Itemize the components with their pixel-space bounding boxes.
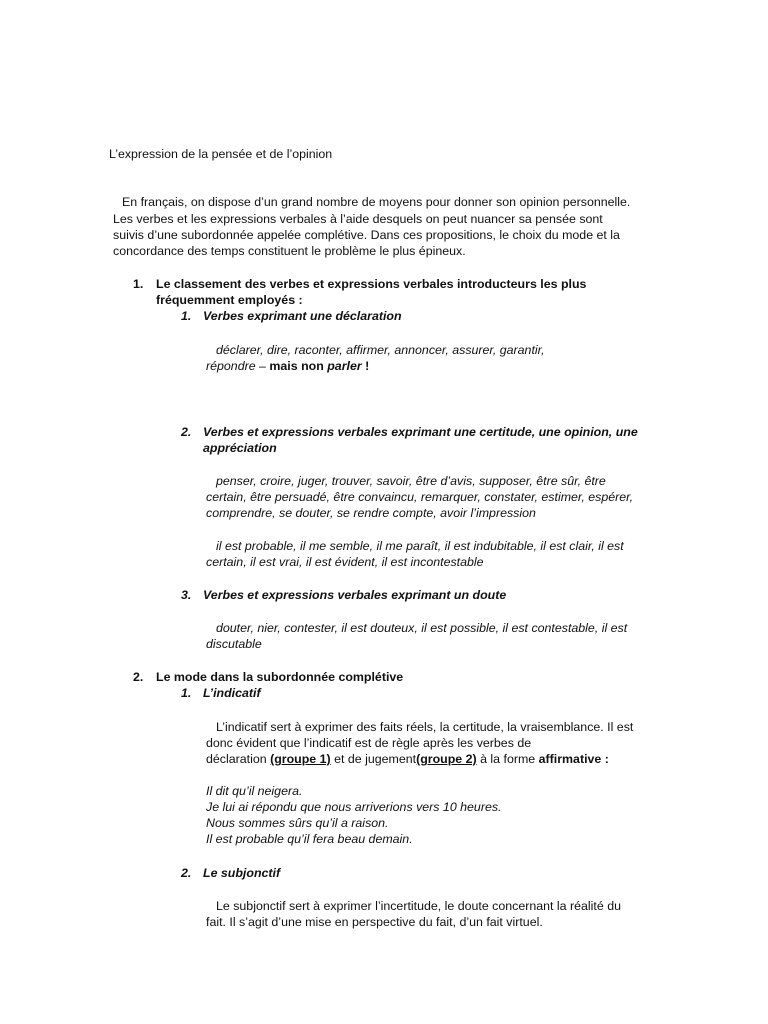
subsection-2-1-title: L’indicatif — [203, 686, 261, 700]
subsection-2-2-title: Le subjonctif — [203, 866, 281, 880]
section-1-title-line-1: Le classement des verbes et expressions verbales introducteurs les plus — [156, 277, 587, 291]
subsection-1-2-number: 2. — [181, 425, 192, 439]
jugement-word: et de jugement — [330, 752, 417, 766]
groupe-2-label: (groupe 2) — [416, 752, 477, 766]
exclamation: ! — [361, 359, 370, 373]
subsection-1-1-number: 1. — [181, 309, 192, 323]
subjonctif-line-2: fait. Il s’agit d’une mise en perspective du fait, d’un fait virtuel. — [206, 915, 543, 929]
a-la-forme: à la forme — [476, 752, 539, 766]
subjonctif-line-1: Le subjonctif sert à exprimer l’incertitude, le doute concernant la réalité du — [216, 899, 621, 913]
certainty-verbs-line-3: comprendre, se douter, se rendre compte, avoir l’impression — [206, 506, 536, 520]
subsection-1-3-number: 3. — [181, 588, 192, 602]
groupe-1-label: (groupe 1) — [270, 752, 331, 766]
indicatif-line-3 — [206, 751, 609, 767]
example-2: Je lui ai répondu que nous arriverions vers 10 heures. — [206, 800, 502, 814]
intro-line-4: concordance des temps constituent le problème le plus épineux. — [113, 244, 466, 258]
section-2-number: 2. — [133, 670, 144, 684]
intro-line-1: En français, on dispose d’un grand nombre de moyens pour donner son opinion personnelle. — [122, 195, 631, 209]
subsection-1-3-title: Verbes et expressions verbales exprimant un doute — [203, 588, 507, 602]
indicatif-line-2: donc évident que l’indicatif est de règle après les verbes de — [206, 736, 532, 750]
subsection-1-2-title-line-2: appréciation — [203, 441, 277, 455]
declaration-verbs-line-1: déclarer, dire, raconter, affirmer, annoncer, assurer, garantir, — [216, 343, 545, 357]
verb-repondre: répondre — [206, 359, 256, 373]
mais-non: mais non — [269, 359, 328, 373]
doubt-verbs-line-1: douter, nier, contester, il est douteux, il est possible, il est contestable, il est — [216, 621, 628, 635]
certainty-expressions-line-2: certain, il est vrai, il est évident, il est incontestable — [206, 555, 484, 569]
section-1-number: 1. — [133, 277, 144, 291]
example-3: Nous sommes sûrs qu’il a raison. — [206, 816, 389, 830]
subsection-1-1-title: Verbes exprimant une déclaration — [203, 309, 402, 323]
subsection-1-2-title-line-1: Verbes et expressions verbales exprimant une certitude, une opinion, une — [203, 425, 638, 439]
intro-line-2: Les verbes et les expressions verbales à l’aide desquels on peut nuancer sa pensée sont — [113, 212, 603, 226]
subsection-2-1-number: 1. — [181, 686, 192, 700]
example-4: Il est probable qu’il fera beau demain. — [206, 832, 413, 846]
affirmative-label: affirmative : — [538, 752, 609, 766]
certainty-expressions-line-1: il est probable, il me semble, il me paraît, il est indubitable, il est clair, il est — [216, 539, 624, 553]
intro-line-3: suivis d’une subordonnée appelée complétive. Dans ces propositions, le choix du mode et la — [113, 228, 620, 242]
doubt-verbs-line-2: discutable — [206, 637, 262, 651]
page-title: L’expression de la pensée et de l’opinion — [109, 147, 333, 161]
declaration-verbs-line-2 — [206, 358, 369, 374]
subsection-2-2-number: 2. — [181, 866, 192, 880]
certainty-verbs-line-1: penser, croire, juger, trouver, savoir, être d’avis, supposer, être sûr, être — [216, 474, 606, 488]
indicatif-line-1: L’indicatif sert à exprimer des faits réels, la certitude, la vraisemblance. Il est — [216, 720, 634, 734]
section-1-title-line-2: fréquemment employés : — [156, 293, 303, 307]
dash: – — [255, 359, 270, 373]
declaration-word: déclaration — [206, 752, 271, 766]
verb-parler: parler — [327, 359, 362, 373]
certainty-verbs-line-2: certain, être persuadé, être convaincu, remarquer, constater, estimer, espérer, — [206, 490, 634, 504]
section-2-title: Le mode dans la subordonnée complétive — [156, 670, 404, 684]
example-1: Il dit qu’il neigera. — [206, 784, 303, 798]
